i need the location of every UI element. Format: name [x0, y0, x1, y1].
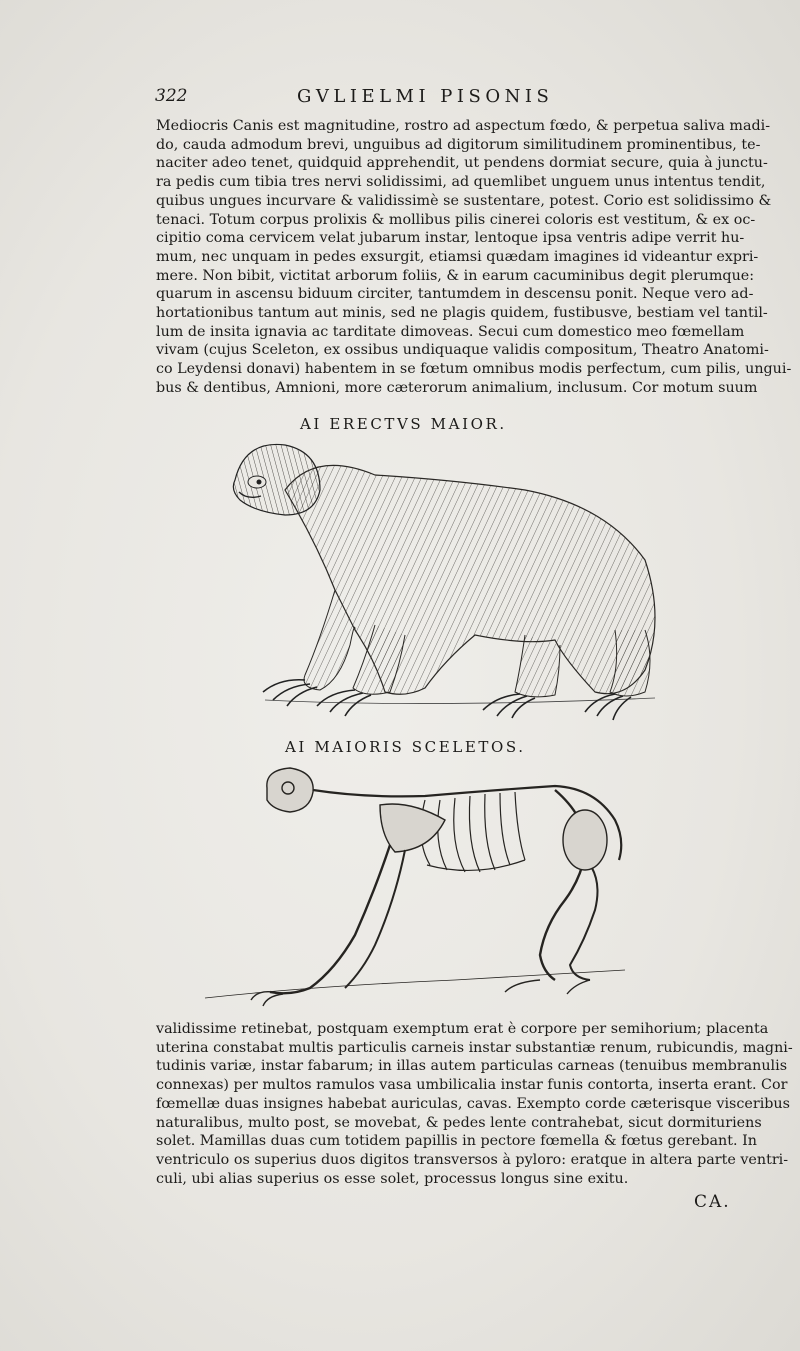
text-block-top [156, 117, 792, 398]
text-line: naturalibus, multo post, se movebat, & pedes lente contrahebat, sicut dormituriens [156, 1114, 762, 1131]
text-line: connexas) per multos ramulos vasa umbilicalia instar funis contorta, inserta erant. Cor [156, 1077, 788, 1094]
text-line: ventriculo os superius duos digitos transversos à pyloro: eratque in altera parte ventri- [156, 1151, 789, 1168]
text-line: do, cauda admodum brevi, unguibus ad digitorum similitudinem prominentibus, te- [156, 136, 761, 153]
text-block-bottom [156, 1020, 793, 1188]
running-title: GVLIELMI PISONIS [297, 86, 554, 107]
text-line: naciter adeo tenet, quidquid apprehendit, ut pendens dormiat secure, quia à junctu- [156, 155, 768, 172]
text-line: quarum in ascensu biduum circiter, tantumdem in descensu ponit. Neque vero ad- [156, 286, 754, 303]
text-line: Mediocris Canis est magnitudine, rostro ad aspectum fœdo, & perpetua saliva madi- [156, 118, 771, 134]
sloth-illustration [225, 430, 675, 730]
text-line: quibus ungues incurvare & validissimè se sustentare, potest. Corio est solidissimo & [156, 192, 772, 209]
page-header [155, 86, 605, 112]
text-line: mere. Non bibit, victitat arborum foliis, & in earum cacuminibus degit plerumque: [156, 267, 755, 284]
figure-caption-skeleton: AI MAIORIS SCELETOS. [285, 738, 526, 756]
text-line: cipitio coma cervicem velat jubarum instar, lentoque ipsa ventris adipe verrit hu- [156, 230, 745, 247]
figure-caption-sloth: AI ERECTVS MAIOR. [300, 415, 507, 433]
text-line: bus & dentibus, Amnioni, more cæterorum animalium, inclusum. Cor motum suum [156, 379, 758, 396]
text-line: solet. Mamillas duas cum totidem papillis in pectore fœmella & fœtus gerebant. In [156, 1133, 757, 1150]
text-line: validissime retinebat, postquam exemptum erat è corpore per semihorium; placenta [156, 1021, 769, 1037]
text-line: co Leydensi donavi) habentem in se fœtum omnibus modis perfectum, cum pilis, ungui- [156, 361, 792, 378]
text-line: fœmellæ duas insignes habebat auriculas, cavas. Exempto corde cæterisque visceribus [156, 1095, 790, 1112]
catchword: CA. [694, 1192, 731, 1212]
text-line: uterina constabat multis particulis carneis instar substantiæ renum, rubicundis, magni- [156, 1039, 793, 1056]
page-number: 322 [155, 86, 188, 106]
text-line: tenaci. Totum corpus prolixis & mollibus pilis cinerei coloris est vestitum, & ex oc- [156, 211, 756, 228]
text-line: lum de insita ignavia ac tarditate dimoveas. Secui cum domestico meo fœmellam [156, 323, 745, 340]
skeleton-illustration [195, 760, 645, 1010]
text-line: tudinis variæ, instar fabarum; in illas autem particulas carneas (tenuibus membranulis [156, 1058, 788, 1075]
text-line: culi, ubi alias superius os esse solet, processus longus sine exitu. [156, 1170, 629, 1187]
text-line: ra pedis cum tibia tres nervi solidissimi, ad quemlibet unguem unus intentus tendit, [156, 174, 766, 191]
text-line: mum, nec unquam in pedes exsurgit, etiamsi quædam imagines id videantur expri- [156, 248, 759, 265]
text-line: vivam (cujus Sceleton, ex ossibus undiquaque validis compositum, Theatro Anatomi- [156, 342, 769, 359]
text-line: hortationibus tantum aut minis, sed ne plagis quidem, fustibusve, bestiam vel tantil- [156, 305, 768, 322]
